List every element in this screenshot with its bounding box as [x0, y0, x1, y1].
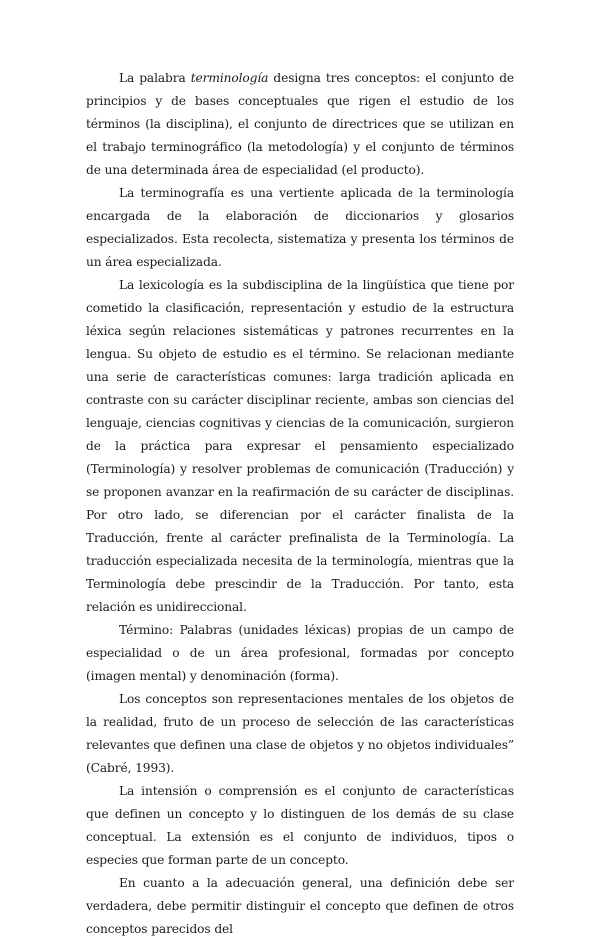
paragraph-conceptos: Los conceptos son representaciones mentales de los objetos de la realidad, fruto de un proceso de selección de las características relevantes que definen una clase de objetos y no objetos individuales” (Cabré, 1993).: [86, 692, 514, 775]
paragraph-text: La palabra: [119, 71, 191, 85]
paragraph-lexicologia: La lexicología es la subdisciplina de la lingüística que tiene por cometido la clasificación, representación y estudio de la estructura léxica según relaciones sistemáticas y patrones recurrentes en la lengua. Su objeto de estudio es el término. Se relacionan mediante una serie de características comunes: larga tradición aplicada en contraste con su carácter disciplinar reciente, ambas son ciencias del lenguaje, ciencias cognitivas y ciencias de la comunicación, surgieron de la práctica para expresar el pensamiento especializado (Terminología) y resolver problemas de comunicación (Traducción) y se proponen avanzar en la reafirmación de su carácter de disciplinas. Por otro lado, se diferencian por el carácter finalista de la Traducción, frente al carácter prefinalista de la Terminología. La traducción especializada necesita de la terminología, mientras que la Terminología debe prescindir de la Traducción. Por tanto, esta relación es unidireccional.: [86, 278, 514, 614]
paragraph-terminografia: La terminografía es una vertiente aplicada de la terminología encargada de la elaboración de diccionarios y glosarios especializados. Esta recolecta, sistematiza y presenta los términos de un área especializada.: [86, 186, 514, 269]
paragraph-terminologia: [86, 67, 514, 182]
emphasized-term: terminología: [190, 71, 269, 85]
paragraph-termino: Término: Palabras (unidades léxicas) propias de un campo de especialidad o de un área profesional, formadas por concepto (imagen mental) y denominación (forma).: [86, 623, 514, 683]
paragraph-adecuacion: En cuanto a la adecuación general, una definición debe ser verdadera, debe permitir distinguir el concepto que definen de otros conceptos parecidos del: [86, 876, 514, 936]
paragraph-intension: La intensión o comprensión es el conjunto de características que definen un concepto y lo distinguen de los demás de su clase conceptual. La extensión es el conjunto de individuos, tipos o especies que forman parte de un concepto.: [86, 784, 514, 867]
paragraph-text: designa tres conceptos: el conjunto de principios y de bases conceptuales que rigen el estudio de los términos (la disciplina), el conjunto de directrices que se utilizan en el trabajo terminográfico (la metodología) y el conjunto de términos de una determinada área de especialidad (el producto).: [86, 71, 515, 177]
